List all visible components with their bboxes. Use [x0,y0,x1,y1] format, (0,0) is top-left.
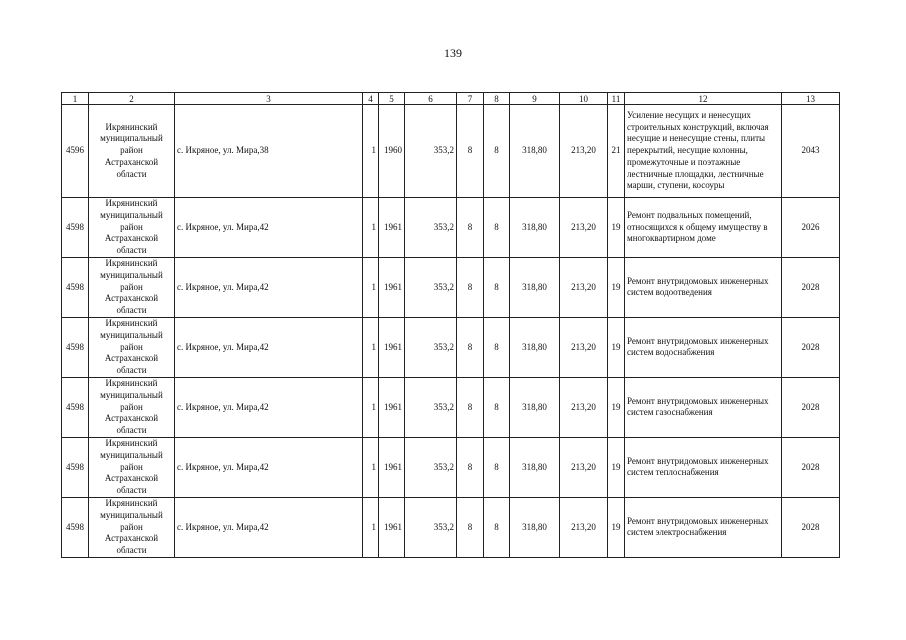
work-type-cell: Ремонт подвальных помещений, относящихся к общему имуществу в многоквартирном доме [625,198,782,258]
district-line: муниципальный [100,509,163,520]
column-number-7: 7 [457,93,484,105]
col4-cell: 1 [363,257,379,317]
address-cell: с. Икряное, ул. Мира,42 [175,317,363,377]
district-line: области [116,245,147,256]
district-line: области [116,545,147,556]
table-row [62,437,840,497]
district-cell [89,317,175,377]
year-cell: 1960 [379,105,405,198]
col8-cell: 8 [484,105,510,198]
district-line: муниципальный [100,389,163,400]
col11-cell: 19 [608,497,625,557]
year-cell: 1961 [379,437,405,497]
col4-cell: 1 [363,497,379,557]
registry-number-cell: 4598 [62,437,89,497]
district-line: муниципальный [100,133,163,144]
district-line: район [120,281,143,292]
column-number-9: 9 [510,93,560,105]
col9-cell: 318,80 [510,257,560,317]
col9-cell: 318,80 [510,105,560,198]
col7-cell: 8 [457,437,484,497]
registry-number-cell: 4596 [62,105,89,198]
table-row [62,198,840,258]
district-line: области [116,425,147,436]
district-line: район [120,521,143,532]
district-line: район [120,341,143,352]
registry-number-cell: 4598 [62,317,89,377]
col9-cell: 318,80 [510,377,560,437]
column-number-3: 3 [175,93,363,105]
district-cell [89,377,175,437]
col4-cell: 1 [363,105,379,198]
work-type-cell: Ремонт внутридомовых инженерных систем электроснабжения [625,497,782,557]
planned-year-cell: 2026 [782,198,840,258]
col10-cell: 213,20 [560,198,608,258]
col6-cell: 353,2 [405,257,457,317]
district-line: Икрянинский [105,317,158,328]
col7-cell: 8 [457,377,484,437]
district-line: район [120,401,143,412]
register-table [61,92,840,558]
col4-cell: 1 [363,437,379,497]
table-row [62,377,840,437]
col10-cell: 213,20 [560,437,608,497]
work-type-cell: Усиление несущих и ненесущих строительных конструкций, включая несущие и ненесущие стены, плиты перекрытий, несущие колонны, промежуточные и поэтажные лестничные площадки, лестничные марши, ступени, косоуры [625,105,782,198]
column-number-4: 4 [363,93,379,105]
district-line: области [116,365,147,376]
district-line: Икрянинский [105,257,158,268]
address-cell: с. Икряное, ул. Мира,42 [175,497,363,557]
district-cell [89,257,175,317]
table-row [62,497,840,557]
col4-cell: 1 [363,317,379,377]
district-line: район [120,221,143,232]
col6-cell: 353,2 [405,437,457,497]
district-line: Астраханской [104,473,159,484]
col4-cell: 1 [363,198,379,258]
col8-cell: 8 [484,497,510,557]
column-number-10: 10 [560,93,608,105]
planned-year-cell: 2028 [782,497,840,557]
column-number-5: 5 [379,93,405,105]
district-cell [89,497,175,557]
column-number-12: 12 [625,93,782,105]
district-line: Икрянинский [105,377,158,388]
table-row [62,257,840,317]
district-line: Астраханской [104,353,159,364]
district-line: муниципальный [100,209,163,220]
address-cell: с. Икряное, ул. Мира,42 [175,198,363,258]
address-cell: с. Икряное, ул. Мира,42 [175,377,363,437]
district-line: Икрянинский [105,437,158,448]
col8-cell: 8 [484,437,510,497]
col9-cell: 318,80 [510,437,560,497]
address-cell: с. Икряное, ул. Мира,38 [175,105,363,198]
col9-cell: 318,80 [510,497,560,557]
district-line: Астраханской [104,293,159,304]
work-type-cell: Ремонт внутридомовых инженерных систем водоснабжения [625,317,782,377]
district-line: район [120,461,143,472]
district-line: Икрянинский [105,121,158,132]
district-line: Икрянинский [105,497,158,508]
column-number-8: 8 [484,93,510,105]
district-line: области [116,168,147,179]
registry-number-cell: 4598 [62,497,89,557]
col10-cell: 213,20 [560,257,608,317]
col11-cell: 19 [608,257,625,317]
district-line: Икрянинский [105,198,158,208]
year-cell: 1961 [379,257,405,317]
address-cell: с. Икряное, ул. Мира,42 [175,257,363,317]
col11-cell: 19 [608,317,625,377]
col7-cell: 8 [457,497,484,557]
district-cell [89,437,175,497]
work-type-cell: Ремонт внутридомовых инженерных систем водоотведения [625,257,782,317]
col7-cell: 8 [457,198,484,258]
col11-cell: 19 [608,198,625,258]
col6-cell: 353,2 [405,105,457,198]
district-line: район [120,145,143,156]
col8-cell: 8 [484,377,510,437]
col11-cell: 19 [608,437,625,497]
district-cell [89,105,175,198]
year-cell: 1961 [379,317,405,377]
planned-year-cell: 2043 [782,105,840,198]
col7-cell: 8 [457,105,484,198]
col7-cell: 8 [457,317,484,377]
page-number: 139 [444,46,462,60]
planned-year-cell: 2028 [782,377,840,437]
col10-cell: 213,20 [560,105,608,198]
district-line: Астраханской [104,233,159,244]
col10-cell: 213,20 [560,497,608,557]
district-cell [89,198,175,258]
district-line: Астраханской [104,413,159,424]
column-number-11: 11 [608,93,625,105]
col9-cell: 318,80 [510,317,560,377]
col8-cell: 8 [484,198,510,258]
col4-cell: 1 [363,377,379,437]
year-cell: 1961 [379,497,405,557]
col6-cell: 353,2 [405,497,457,557]
district-line: Астраханской [104,156,159,167]
registry-number-cell: 4598 [62,198,89,258]
work-type-cell: Ремонт внутридомовых инженерных систем теплоснабжения [625,437,782,497]
col6-cell: 353,2 [405,317,457,377]
table-row [62,105,840,198]
year-cell: 1961 [379,377,405,437]
col6-cell: 353,2 [405,377,457,437]
col8-cell: 8 [484,257,510,317]
work-type-cell: Ремонт внутридомовых инженерных систем газоснабжения [625,377,782,437]
district-line: муниципальный [100,269,163,280]
col8-cell: 8 [484,317,510,377]
year-cell: 1961 [379,198,405,258]
district-line: области [116,485,147,496]
district-line: области [116,305,147,316]
district-line: Астраханской [104,533,159,544]
planned-year-cell: 2028 [782,437,840,497]
col11-cell: 21 [608,105,625,198]
column-number-1: 1 [62,93,89,105]
col11-cell: 19 [608,377,625,437]
planned-year-cell: 2028 [782,257,840,317]
district-line: муниципальный [100,449,163,460]
column-number-13: 13 [782,93,840,105]
registry-number-cell: 4598 [62,377,89,437]
table-row [62,317,840,377]
address-cell: с. Икряное, ул. Мира,42 [175,437,363,497]
planned-year-cell: 2028 [782,317,840,377]
col7-cell: 8 [457,257,484,317]
col10-cell: 213,20 [560,377,608,437]
col10-cell: 213,20 [560,317,608,377]
column-number-row [62,93,840,105]
col6-cell: 353,2 [405,198,457,258]
registry-number-cell: 4598 [62,257,89,317]
column-number-2: 2 [89,93,175,105]
district-line: муниципальный [100,329,163,340]
column-number-6: 6 [405,93,457,105]
col9-cell: 318,80 [510,198,560,258]
